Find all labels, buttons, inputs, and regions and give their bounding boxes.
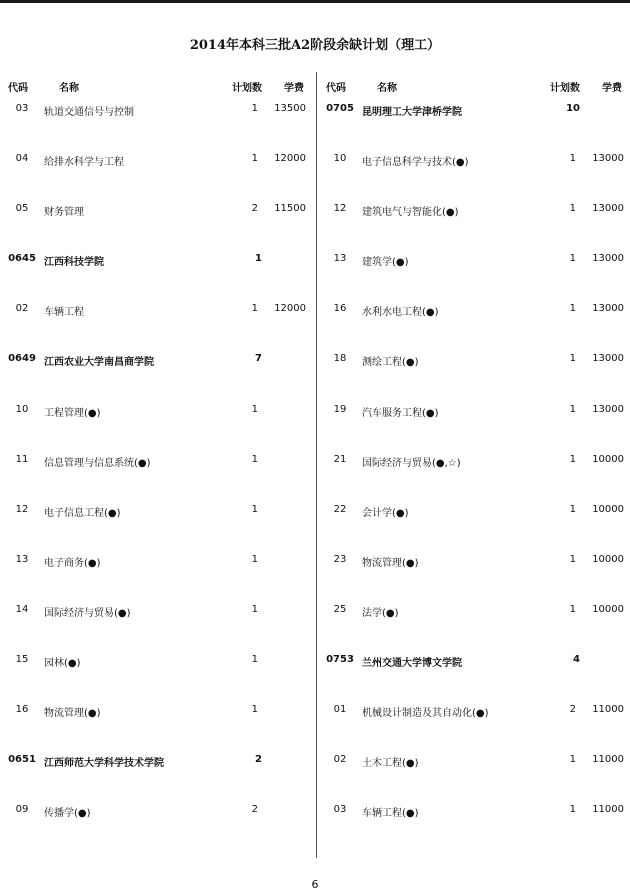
name-cell: 国际经济与贸易(●,☆) [362, 457, 461, 469]
major-row [4, 149, 314, 199]
header-plan: 计划数 [232, 83, 262, 94]
code-cell: 11 [15, 453, 29, 465]
major-row [4, 500, 314, 550]
name-cell: 建筑电气与智能化(●) [362, 207, 459, 219]
major-row [4, 800, 314, 850]
major-row [322, 249, 630, 299]
plan-cell: 1 [569, 203, 576, 215]
right-table-body [322, 99, 630, 850]
fee-cell: 11500 [274, 203, 306, 215]
plan-cell: 7 [255, 353, 262, 365]
name-cell: 车辆工程(●) [362, 808, 419, 820]
name-cell: 国际经济与贸易(●) [44, 607, 131, 619]
header-name: 名称 [59, 83, 79, 94]
fee-cell: 13000 [592, 203, 624, 215]
name-cell: 园林(●) [44, 658, 81, 670]
major-row [4, 199, 314, 249]
name-cell: 信息管理与信息系统(●) [44, 457, 151, 469]
major-row [4, 299, 314, 349]
code-cell: 13 [333, 253, 347, 265]
major-row [4, 550, 314, 600]
code-cell: 0705 [326, 103, 354, 114]
name-cell: 法学(●) [362, 607, 399, 619]
major-row [322, 400, 630, 450]
code-cell: 19 [333, 403, 347, 415]
name-cell: 土木工程(●) [362, 758, 419, 770]
page-number: 6 [311, 878, 319, 891]
major-row [322, 199, 630, 249]
fee-cell: 10000 [592, 453, 624, 465]
name-cell: 财务管理 [44, 207, 84, 219]
plan-cell: 1 [569, 153, 576, 165]
major-row [322, 500, 630, 550]
code-cell: 12 [333, 203, 347, 215]
school-row [4, 750, 314, 800]
plan-cell: 1 [255, 253, 262, 265]
plan-cell: 1 [251, 453, 258, 465]
code-cell: 01 [333, 704, 347, 716]
major-row [322, 600, 630, 650]
code-cell: 25 [333, 603, 347, 615]
plan-cell: 10 [566, 103, 580, 114]
code-cell: 05 [15, 203, 29, 215]
major-row [322, 800, 630, 850]
plan-cell: 1 [569, 303, 576, 315]
left-column [4, 79, 314, 850]
code-cell: 12 [15, 503, 29, 515]
left-table-body [4, 99, 314, 850]
name-cell: 电子商务(●) [44, 557, 101, 569]
code-cell: 03 [15, 103, 29, 114]
fee-cell: 11000 [592, 754, 624, 766]
fee-cell: 13000 [592, 353, 624, 365]
plan-cell: 1 [569, 804, 576, 816]
fee-cell: 13000 [592, 253, 624, 265]
code-cell: 10 [15, 403, 29, 415]
major-row [4, 450, 314, 500]
fee-cell: 10000 [592, 603, 624, 615]
name-cell: 物流管理(●) [362, 557, 419, 569]
name-cell: 江西农业大学南昌商学院 [44, 357, 154, 369]
plan-cell: 1 [251, 153, 258, 165]
header-fee: 学费 [284, 83, 304, 94]
plan-cell: 1 [569, 353, 576, 365]
fee-cell: 12000 [274, 153, 306, 165]
name-cell: 电子信息工程(●) [44, 507, 121, 519]
fee-cell: 13000 [592, 303, 624, 315]
name-cell: 机械设计制造及其自动化(●) [362, 708, 489, 720]
code-cell: 22 [333, 503, 347, 515]
code-cell: 14 [15, 603, 29, 615]
major-row [4, 700, 314, 750]
name-cell: 会计学(●) [362, 507, 409, 519]
school-row [4, 349, 314, 399]
name-cell: 江西科技学院 [44, 257, 104, 269]
plan-cell: 2 [251, 203, 258, 215]
code-cell: 03 [333, 804, 347, 816]
major-row [4, 99, 314, 149]
code-cell: 0651 [8, 754, 36, 766]
major-row [322, 700, 630, 750]
name-cell: 传播学(●) [44, 808, 91, 820]
fee-cell: 10000 [592, 503, 624, 515]
header-code: 代码 [8, 83, 28, 94]
major-row [322, 349, 630, 399]
column-divider [316, 72, 317, 858]
page-title: 2014年本科三批A2阶段余缺计划（理工） [189, 38, 441, 53]
code-cell: 10 [333, 153, 347, 165]
name-cell: 给排水科学与工程 [44, 157, 124, 169]
name-cell: 建筑学(●) [362, 257, 409, 269]
code-cell: 0645 [8, 253, 36, 265]
table-header [322, 79, 630, 99]
code-cell: 04 [15, 153, 29, 165]
fee-cell: 11000 [592, 704, 624, 716]
plan-cell: 1 [569, 553, 576, 565]
name-cell: 水利水电工程(●) [362, 307, 439, 319]
plan-cell: 2 [251, 804, 258, 816]
plan-cell: 1 [569, 403, 576, 415]
plan-cell: 4 [573, 654, 580, 666]
plan-cell: 1 [251, 704, 258, 716]
header-name: 名称 [377, 83, 397, 94]
fee-cell: 13500 [274, 103, 306, 114]
code-cell: 13 [15, 553, 29, 565]
right-column [322, 79, 630, 850]
plan-cell: 1 [251, 503, 258, 515]
plan-cell: 1 [251, 654, 258, 666]
plan-cell: 2 [569, 704, 576, 716]
name-cell: 电子信息科学与技术(●) [362, 157, 469, 169]
code-cell: 16 [15, 704, 29, 716]
code-cell: 0649 [8, 353, 36, 365]
fee-cell: 12000 [274, 303, 306, 315]
plan-cell: 1 [251, 553, 258, 565]
major-row [4, 650, 314, 700]
school-row [4, 249, 314, 299]
code-cell: 09 [15, 804, 29, 816]
plan-cell: 2 [255, 754, 262, 766]
top-rule [0, 0, 630, 3]
major-row [322, 149, 630, 199]
plan-cell: 1 [251, 603, 258, 615]
major-row [4, 600, 314, 650]
code-cell: 18 [333, 353, 347, 365]
fee-cell: 13000 [592, 153, 624, 165]
school-row [322, 650, 630, 700]
major-row [322, 299, 630, 349]
name-cell: 轨道交通信号与控制 [44, 107, 134, 118]
code-cell: 23 [333, 553, 347, 565]
code-cell: 21 [333, 453, 347, 465]
plan-cell: 1 [569, 603, 576, 615]
plan-cell: 1 [251, 303, 258, 315]
fee-cell: 13000 [592, 403, 624, 415]
major-row [322, 450, 630, 500]
major-row [322, 550, 630, 600]
name-cell: 车辆工程 [44, 307, 84, 319]
major-row [322, 750, 630, 800]
name-cell: 兰州交通大学博文学院 [362, 658, 462, 670]
name-cell: 江西师范大学科学技术学院 [44, 758, 164, 770]
school-row [322, 99, 630, 149]
table-header [4, 79, 314, 99]
fee-cell: 11000 [592, 804, 624, 816]
plan-cell: 1 [569, 754, 576, 766]
plan-cell: 1 [251, 403, 258, 415]
code-cell: 15 [15, 654, 29, 666]
plan-cell: 1 [251, 103, 258, 114]
name-cell: 物流管理(●) [44, 708, 101, 720]
major-row [4, 400, 314, 450]
name-cell: 测绘工程(●) [362, 357, 419, 369]
code-cell: 16 [333, 303, 347, 315]
header-fee: 学费 [602, 83, 622, 94]
name-cell: 昆明理工大学津桥学院 [362, 107, 462, 118]
code-cell: 02 [333, 754, 347, 766]
code-cell: 02 [15, 303, 29, 315]
plan-cell: 1 [569, 253, 576, 265]
plan-cell: 1 [569, 503, 576, 515]
fee-cell: 10000 [592, 553, 624, 565]
name-cell: 汽车服务工程(●) [362, 407, 439, 419]
code-cell: 0753 [326, 654, 354, 666]
header-plan: 计划数 [550, 83, 580, 94]
plan-cell: 1 [569, 453, 576, 465]
header-code: 代码 [326, 83, 346, 94]
name-cell: 工程管理(●) [44, 407, 101, 419]
